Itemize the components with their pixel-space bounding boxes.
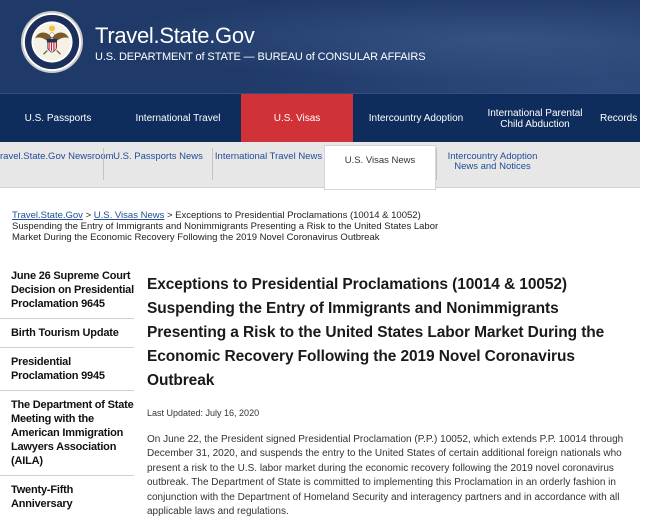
- breadcrumb-home-link[interactable]: Travel.State.Gov: [12, 210, 83, 221]
- last-updated: Last Updated: July 16, 2020: [147, 408, 260, 418]
- subnav-passports-news[interactable]: U.S. Passports News: [103, 148, 212, 180]
- site-title[interactable]: Travel.State.Gov: [95, 23, 255, 48]
- site-header: [0, 0, 640, 93]
- nav-intercountry-adoption[interactable]: Intercountry Adoption: [368, 113, 464, 124]
- subnav-newsroom[interactable]: ravel.State.Gov Newsroom: [0, 151, 114, 162]
- article: [147, 273, 627, 519]
- sidebar-item-twenty-fifth-anniversary[interactable]: Twenty-Fifth Anniversary: [11, 484, 74, 510]
- department-of-state-seal-icon[interactable]: [21, 11, 83, 73]
- nav-records[interactable]: Records and: [600, 113, 657, 124]
- site-subtitle: U.S. DEPARTMENT of STATE — BUREAU of CONSULAR AFFAIRS: [95, 51, 426, 63]
- nav-international-travel[interactable]: International Travel: [135, 113, 221, 124]
- sidebar-item-proclamation-9945[interactable]: Presidential Proclamation 9945: [0, 348, 134, 391]
- article-paragraph: On June 22, the President signed Presidential Proclamation (P.P.) 10052, which extends P.P. 10014 through December 31, 2020, and suspends the entry to the United States of certain additional foreign nationals who present a risk to the U.S. labor market during the economic recovery following the 2019 novel coronavirus outbreak. The Department of State is committed to implementing this Proclamation in an orderly fashion in conjunction with the Department of Homeland Security and interagency partners and in accordance with all applicable laws and regulations.: [147, 434, 624, 518]
- sidebar: [0, 262, 134, 518]
- breadcrumb-current: Exceptions to Presidential Proclamations (10014 & 10052) Suspending the Entry of Immigrants and Nonimmigrants Presenting a Risk to the United States Labor Market During the Economic Recovery Following the 2019 Novel Coronavirus Outbreak: [12, 210, 439, 243]
- sidebar-item-supreme-court-decision[interactable]: June 26 Supreme Court Decision on Presidential Proclamation 9645: [0, 262, 134, 319]
- nav-us-visas[interactable]: U.S. Visas: [241, 94, 353, 143]
- page-title: Exceptions to Presidential Proclamations (10014 & 10052) Suspending the Entry of Immigrants and Nonimmigrants Presenting a Risk to the United States Labor Market During the Economic Recovery Following the 2019 Novel Coronavirus Outbreak: [147, 276, 605, 389]
- nav-parental-child-abduction[interactable]: International Parental Child Abduction: [487, 107, 583, 130]
- subnav-adoption-news[interactable]: Intercountry Adoption News and Notices: [436, 148, 548, 180]
- subnav-visas-news[interactable]: U.S. Visas News: [325, 146, 435, 189]
- subnav-international-travel-news[interactable]: International Travel News: [212, 148, 324, 180]
- nav-us-passports[interactable]: U.S. Passports: [24, 113, 92, 124]
- breadcrumb: [12, 210, 462, 243]
- sidebar-item-aila-meeting[interactable]: The Department of State Meeting with the American Immigration Lawyers Association (AILA): [0, 391, 134, 476]
- breadcrumb-section-link[interactable]: U.S. Visas News: [93, 210, 165, 221]
- sub-nav: [0, 142, 640, 188]
- main-nav: [0, 93, 657, 142]
- breadcrumb-separator: >: [164, 210, 176, 221]
- breadcrumb-separator: >: [82, 210, 94, 221]
- sidebar-item-birth-tourism[interactable]: Birth Tourism Update: [0, 319, 134, 348]
